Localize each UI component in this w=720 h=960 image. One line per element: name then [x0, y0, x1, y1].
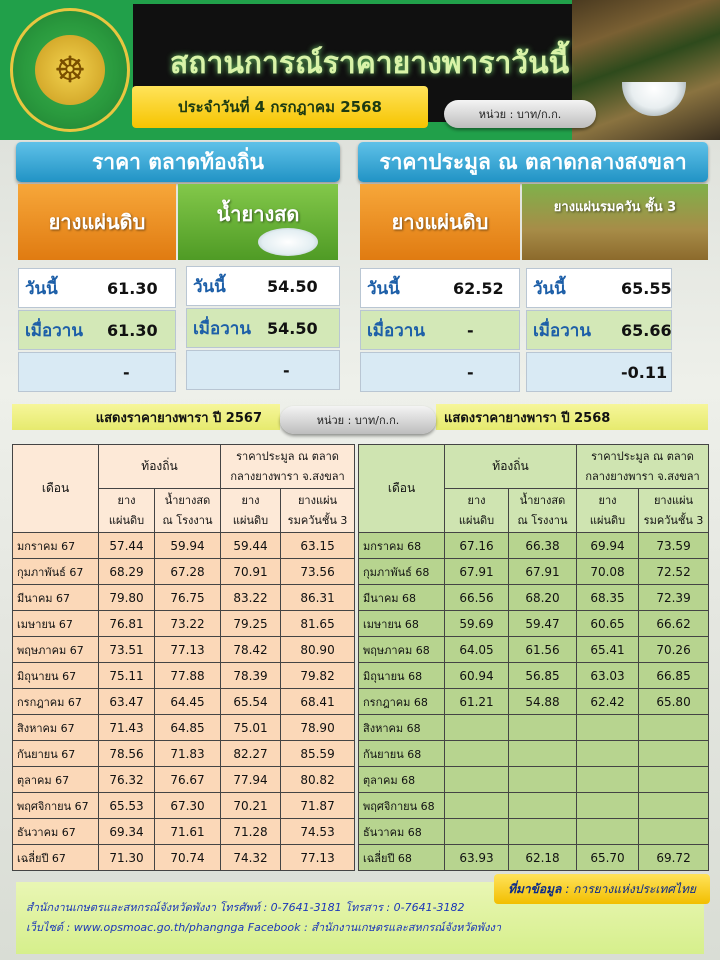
- price-cell: 79.25: [221, 611, 281, 637]
- price-cell: [509, 741, 577, 767]
- price-cell: [445, 819, 509, 845]
- month-cell: เฉลี่ยปี 67: [13, 845, 99, 871]
- price-cell: [577, 767, 639, 793]
- price-cell: 73.56: [281, 559, 355, 585]
- table-row: [13, 663, 355, 689]
- price-cell: 77.13: [281, 845, 355, 871]
- price-cell: 83.22: [221, 585, 281, 611]
- tile-raw-sheet-central: ยางแผ่นดิบ: [360, 184, 520, 260]
- price-cell: 62.42: [577, 689, 639, 715]
- price-cell: 76.75: [155, 585, 221, 611]
- price-cell: 59.44: [221, 533, 281, 559]
- table-row: [13, 689, 355, 715]
- month-cell: ธันวาคม 67: [13, 819, 99, 845]
- price-cell: 72.52: [639, 559, 709, 585]
- price-cell: [445, 741, 509, 767]
- month-cell: ตุลาคม 68: [359, 767, 445, 793]
- month-cell: มีนาคม 67: [13, 585, 99, 611]
- price-cell: 81.65: [281, 611, 355, 637]
- price-cell: 80.90: [281, 637, 355, 663]
- price-cell: [639, 767, 709, 793]
- price-cell: 62.18: [509, 845, 577, 871]
- month-cell: กันยายน 67: [13, 741, 99, 767]
- price-cell: 78.56: [99, 741, 155, 767]
- tile-smoked-sheet: ยางแผ่นรมควัน ชั้น 3: [522, 184, 708, 260]
- price-cell: 60.94: [445, 663, 509, 689]
- table-row: [359, 637, 709, 663]
- year-2568-banner: แสดงราคายางพารา ปี 2568: [436, 404, 708, 430]
- price-cell: 65.41: [577, 637, 639, 663]
- month-cell: มิถุนายน 68: [359, 663, 445, 689]
- price-cell: [639, 793, 709, 819]
- year-2567-banner: แสดงราคายางพารา ปี 2567: [12, 404, 280, 430]
- price-cell: 71.83: [155, 741, 221, 767]
- month-cell: มิถุนายน 67: [13, 663, 99, 689]
- table-row: [359, 689, 709, 715]
- price-cell: 70.21: [221, 793, 281, 819]
- table-row: [13, 793, 355, 819]
- price-cell: 71.87: [281, 793, 355, 819]
- col-smoked-sheet: ยางแผ่น รมควันชั้น 3: [281, 489, 355, 533]
- col-raw-sheet-local: ยาง แผ่นดิบ: [445, 489, 509, 533]
- price-cell: 78.39: [221, 663, 281, 689]
- month-cell: กรกฎาคม 67: [13, 689, 99, 715]
- table-row: [359, 585, 709, 611]
- latex-bowl-image: [258, 228, 318, 256]
- price-cell: 86.31: [281, 585, 355, 611]
- price-cell: 74.53: [281, 819, 355, 845]
- table-row: [359, 819, 709, 845]
- price-cell: 70.08: [577, 559, 639, 585]
- col-raw-sheet-central: ยาง แผ่นดิบ: [577, 489, 639, 533]
- col-smoked-sheet: ยางแผ่น รมควันชั้น 3: [639, 489, 709, 533]
- table-row: [359, 715, 709, 741]
- price-cell: 65.54: [221, 689, 281, 715]
- price-cell: 77.13: [155, 637, 221, 663]
- month-header: เดือน: [359, 445, 445, 533]
- price-cell: [577, 819, 639, 845]
- price-cell: 66.38: [509, 533, 577, 559]
- table-2567: [12, 444, 355, 871]
- price-cell: 61.56: [509, 637, 577, 663]
- table-row: [13, 767, 355, 793]
- price-cell: [509, 819, 577, 845]
- unit-label: หน่วย : บาท/ก.ก.: [444, 100, 596, 128]
- table-row: [13, 559, 355, 585]
- price-cell: 59.69: [445, 611, 509, 637]
- price-cell: 59.94: [155, 533, 221, 559]
- price-cell: 78.90: [281, 715, 355, 741]
- price-cell: [639, 741, 709, 767]
- price-cell: 71.43: [99, 715, 155, 741]
- price-cell: 61.21: [445, 689, 509, 715]
- table-row: [13, 637, 355, 663]
- price-cell: 85.59: [281, 741, 355, 767]
- price-cell: 66.56: [445, 585, 509, 611]
- month-cell: มีนาคม 68: [359, 585, 445, 611]
- table-row: [359, 793, 709, 819]
- price-cell: 70.74: [155, 845, 221, 871]
- month-cell: ตุลาคม 67: [13, 767, 99, 793]
- col-raw-sheet-local: ยาง แผ่นดิบ: [99, 489, 155, 533]
- price-cell: 74.32: [221, 845, 281, 871]
- source-value: : การยางแห่งประเทศไทย: [565, 881, 696, 896]
- price-cell: 68.41: [281, 689, 355, 715]
- price-cell: 75.01: [221, 715, 281, 741]
- price-cell: 63.15: [281, 533, 355, 559]
- col-raw-sheet-central: ยาง แผ่นดิบ: [221, 489, 281, 533]
- month-cell: พฤศจิกายน 68: [359, 793, 445, 819]
- month-cell: กุมภาพันธ์ 68: [359, 559, 445, 585]
- price-cell: 76.67: [155, 767, 221, 793]
- price-cell: [445, 793, 509, 819]
- table-row: [359, 611, 709, 637]
- table-row: [359, 559, 709, 585]
- tile-raw-sheet-local: ยางแผ่นดิบ: [18, 184, 176, 260]
- price-cell: 67.30: [155, 793, 221, 819]
- month-cell: เฉลี่ยปี 68: [359, 845, 445, 871]
- ministry-seal-icon: ☸: [10, 8, 130, 132]
- price-cell: 69.34: [99, 819, 155, 845]
- price-cell: 64.45: [155, 689, 221, 715]
- price-cell: 80.82: [281, 767, 355, 793]
- month-cell: มกราคม 68: [359, 533, 445, 559]
- price-cell: 75.11: [99, 663, 155, 689]
- price-cell: [577, 715, 639, 741]
- price-cell: [445, 767, 509, 793]
- month-header: เดือน: [13, 445, 99, 533]
- local-market-heading: ราคา ตลาดท้องถิ่น: [16, 142, 340, 182]
- price-cell: 56.85: [509, 663, 577, 689]
- price-cell: 70.91: [221, 559, 281, 585]
- date-banner: ประจำวันที่ 4 กรกฎาคม 2568: [132, 86, 428, 128]
- price-cell: 65.53: [99, 793, 155, 819]
- price-cell: 63.03: [577, 663, 639, 689]
- unit-label: หน่วย : บาท/ก.ก.: [280, 406, 436, 434]
- col-fresh-latex: น้ำยางสด ณ โรงงาน: [509, 489, 577, 533]
- table-row: [13, 715, 355, 741]
- price-cell: 72.39: [639, 585, 709, 611]
- price-cell: 70.26: [639, 637, 709, 663]
- price-cell: 77.94: [221, 767, 281, 793]
- month-cell: กรกฎาคม 68: [359, 689, 445, 715]
- price-cell: 73.51: [99, 637, 155, 663]
- month-cell: เมษายน 68: [359, 611, 445, 637]
- month-cell: กันยายน 68: [359, 741, 445, 767]
- price-cell: 69.94: [577, 533, 639, 559]
- table-2568: [358, 444, 709, 871]
- price-cell: 68.20: [509, 585, 577, 611]
- month-cell: พฤษภาคม 67: [13, 637, 99, 663]
- month-cell: กุมภาพันธ์ 67: [13, 559, 99, 585]
- table-row: [359, 767, 709, 793]
- price-cell: 71.28: [221, 819, 281, 845]
- price-cell: [509, 767, 577, 793]
- price-cell: 64.05: [445, 637, 509, 663]
- month-cell: เมษายน 67: [13, 611, 99, 637]
- price-cell: 64.85: [155, 715, 221, 741]
- price-cell: 63.47: [99, 689, 155, 715]
- price-cell: 79.80: [99, 585, 155, 611]
- price-cell: [639, 715, 709, 741]
- col-fresh-latex: น้ำยางสด ณ โรงงาน: [155, 489, 221, 533]
- price-cell: 78.42: [221, 637, 281, 663]
- month-cell: สิงหาคม 67: [13, 715, 99, 741]
- price-cell: 69.72: [639, 845, 709, 871]
- month-cell: พฤศจิกายน 67: [13, 793, 99, 819]
- price-cell: 76.81: [99, 611, 155, 637]
- price-cell: 73.59: [639, 533, 709, 559]
- price-cell: 68.35: [577, 585, 639, 611]
- price-cell: 66.62: [639, 611, 709, 637]
- price-cell: 71.61: [155, 819, 221, 845]
- month-cell: พฤษภาคม 68: [359, 637, 445, 663]
- price-cell: 67.16: [445, 533, 509, 559]
- price-cell: [639, 819, 709, 845]
- price-cell: 77.88: [155, 663, 221, 689]
- price-cell: 67.91: [445, 559, 509, 585]
- price-cell: [577, 741, 639, 767]
- price-cell: 71.30: [99, 845, 155, 871]
- price-cell: 63.93: [445, 845, 509, 871]
- table-row: [13, 611, 355, 637]
- price-cell: 73.22: [155, 611, 221, 637]
- price-cell: 67.28: [155, 559, 221, 585]
- tile-fresh-latex: น้ำยางสด: [178, 184, 338, 260]
- average-row: [13, 845, 355, 871]
- price-cell: [445, 715, 509, 741]
- price-cell: [509, 793, 577, 819]
- local-header: ท้องถิ่น: [445, 445, 577, 489]
- page-title: สถานการณ์ราคายางพาราวันนี้: [170, 46, 570, 81]
- footer-contact: สำนักงานเกษตรและสหกรณ์จังหวัดพังงา โทรศัพท์ : 0-7641-3181 โทรสาร : 0-7641-3182: [26, 901, 465, 914]
- table-row: [359, 741, 709, 767]
- price-cell: 54.88: [509, 689, 577, 715]
- source-box: [494, 874, 710, 904]
- central-header: ราคาประมูล ณ ตลาด กลางยางพารา จ.สงขลา: [577, 445, 709, 489]
- price-cell: 59.47: [509, 611, 577, 637]
- price-cell: 66.85: [639, 663, 709, 689]
- month-cell: มกราคม 67: [13, 533, 99, 559]
- table-row: [359, 533, 709, 559]
- average-row: [359, 845, 709, 871]
- table-row: [13, 741, 355, 767]
- table-row: [13, 819, 355, 845]
- price-cell: 68.29: [99, 559, 155, 585]
- local-header: ท้องถิ่น: [99, 445, 221, 489]
- price-cell: 82.27: [221, 741, 281, 767]
- price-cell: 65.80: [639, 689, 709, 715]
- price-cell: [577, 793, 639, 819]
- source-label: ที่มาข้อมูล: [508, 881, 562, 896]
- price-cell: 67.91: [509, 559, 577, 585]
- central-header: ราคาประมูล ณ ตลาด กลางยางพารา จ.สงขลา: [221, 445, 355, 489]
- footer-website: เว็บไซต์ : www.opsmoac.go.th/phangnga Facebook : สำนักงานเกษตรและสหกรณ์จังหวัดพังงา: [26, 921, 502, 934]
- central-market-heading: ราคาประมูล ณ ตลาดกลางสงขลา: [358, 142, 708, 182]
- table-row: [359, 663, 709, 689]
- price-cell: [509, 715, 577, 741]
- month-cell: ธันวาคม 68: [359, 819, 445, 845]
- price-cell: 57.44: [99, 533, 155, 559]
- table-row: [13, 533, 355, 559]
- price-cell: 65.70: [577, 845, 639, 871]
- price-cell: 79.82: [281, 663, 355, 689]
- table-row: [13, 585, 355, 611]
- price-cell: 60.65: [577, 611, 639, 637]
- price-cell: 76.32: [99, 767, 155, 793]
- month-cell: สิงหาคม 68: [359, 715, 445, 741]
